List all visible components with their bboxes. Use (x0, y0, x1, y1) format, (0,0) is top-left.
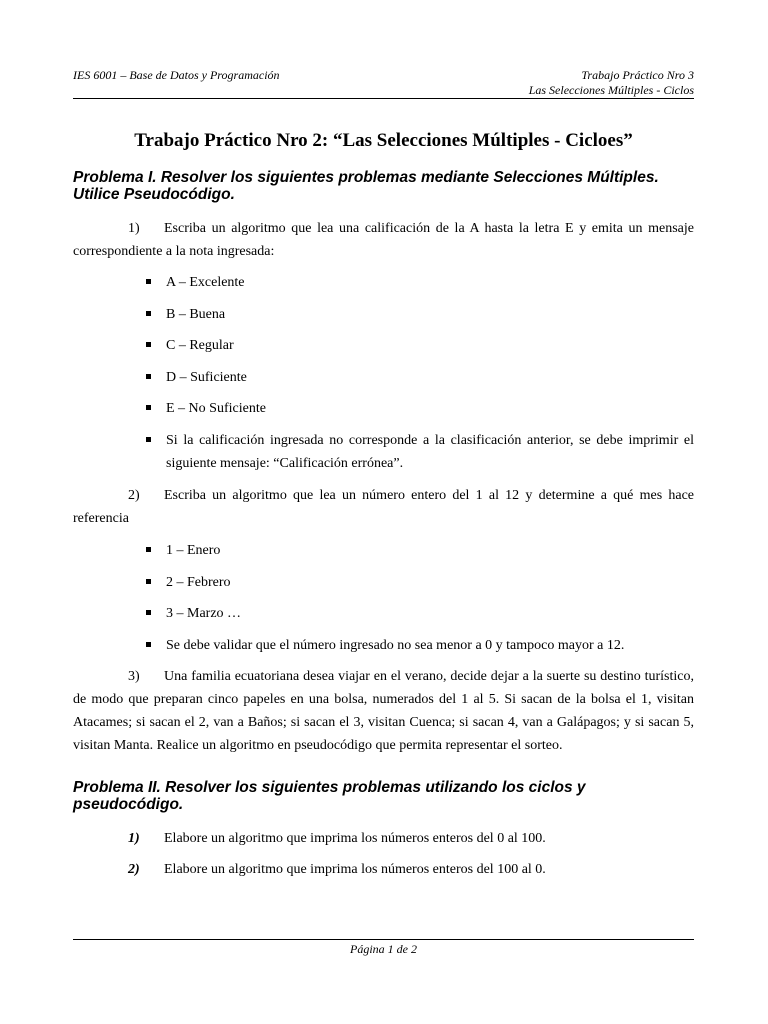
item-number: 1) (128, 831, 140, 846)
header-course: IES 6001 – Base de Datos y Programación (73, 68, 280, 82)
page-footer: Página 1 de 2 (73, 939, 694, 957)
list-item: C – Regular (146, 334, 694, 357)
header-assignment-topic: Las Selecciones Múltiples - Ciclos (528, 83, 694, 97)
problem-1-item-1 (73, 217, 694, 263)
item-number: 3) (128, 669, 140, 684)
list-item: A – Excelente (146, 271, 694, 294)
header-assignment (529, 68, 694, 98)
document-title: Trabajo Práctico Nro 2: “Las Selecciones Múltiples - Cicloes” (134, 130, 633, 151)
item-number: 2) (128, 488, 140, 503)
list-item: B – Buena (146, 303, 694, 326)
problem-1-item-3 (73, 665, 694, 757)
item-text: Elabore un algoritmo que imprima los números enteros del 100 al 0. (164, 862, 546, 877)
problem-1-item-1-bullets (146, 271, 694, 475)
problem-1-item-2-bullets (146, 539, 694, 657)
list-item: 2 – Febrero (146, 571, 694, 594)
page-header (73, 67, 694, 99)
list-item: 1 – Enero (146, 539, 694, 562)
list-item: E – No Suficiente (146, 397, 694, 420)
item-text: Elabore un algoritmo que imprima los números enteros del 0 al 100. (164, 831, 546, 846)
problem-2-heading: Problema II. Resolver los siguientes problemas utilizando los ciclos y pseudocódigo. (73, 779, 586, 813)
item-text: Escriba un algoritmo que lea un número entero del 1 al 12 y determine a qué mes hace referencia (73, 488, 694, 526)
item-text: Escriba un algoritmo que lea una calificación de la A hasta la letra E y emita un mensaje correspondiente a la nota ingresada: (73, 221, 694, 259)
item-number: 2) (128, 862, 140, 877)
list-item: D – Suficiente (146, 366, 694, 389)
problem-1-item-2 (73, 484, 694, 530)
problem-2-item-1 (73, 827, 694, 850)
problem-2-item-2 (73, 858, 694, 881)
list-item: 3 – Marzo … (146, 602, 694, 625)
item-text: Una familia ecuatoriana desea viajar en el verano, decide dejar a la suerte su destino turístico, de modo que preparan cinco papeles en una bolsa, numerados del 1 al 5. Si sacan de la bolsa el 1, visitan Atacames; si sacan el 2, van a Baños; si sacan el 3, visitan Cuenca; si sacan 4, van a Galápagos; y si sacan 5, visitan Manta. Realice un algoritmo en pseudocódigo que permita representar el sorteo. (73, 669, 694, 753)
item-number: 1) (128, 221, 140, 236)
header-assignment-number: Trabajo Práctico Nro 3 (581, 68, 694, 82)
list-item: Si la calificación ingresada no corresponde a la clasificación anterior, se debe imprimir el siguiente mensaje: “Calificación errónea”. (146, 429, 694, 475)
list-item: Se debe validar que el número ingresado no sea menor a 0 y tampoco mayor a 12. (146, 634, 694, 657)
problem-1-heading: Problema I. Resolver los siguientes problemas mediante Selecciones Múltiples. Utilice Pseudocódigo. (73, 169, 659, 203)
